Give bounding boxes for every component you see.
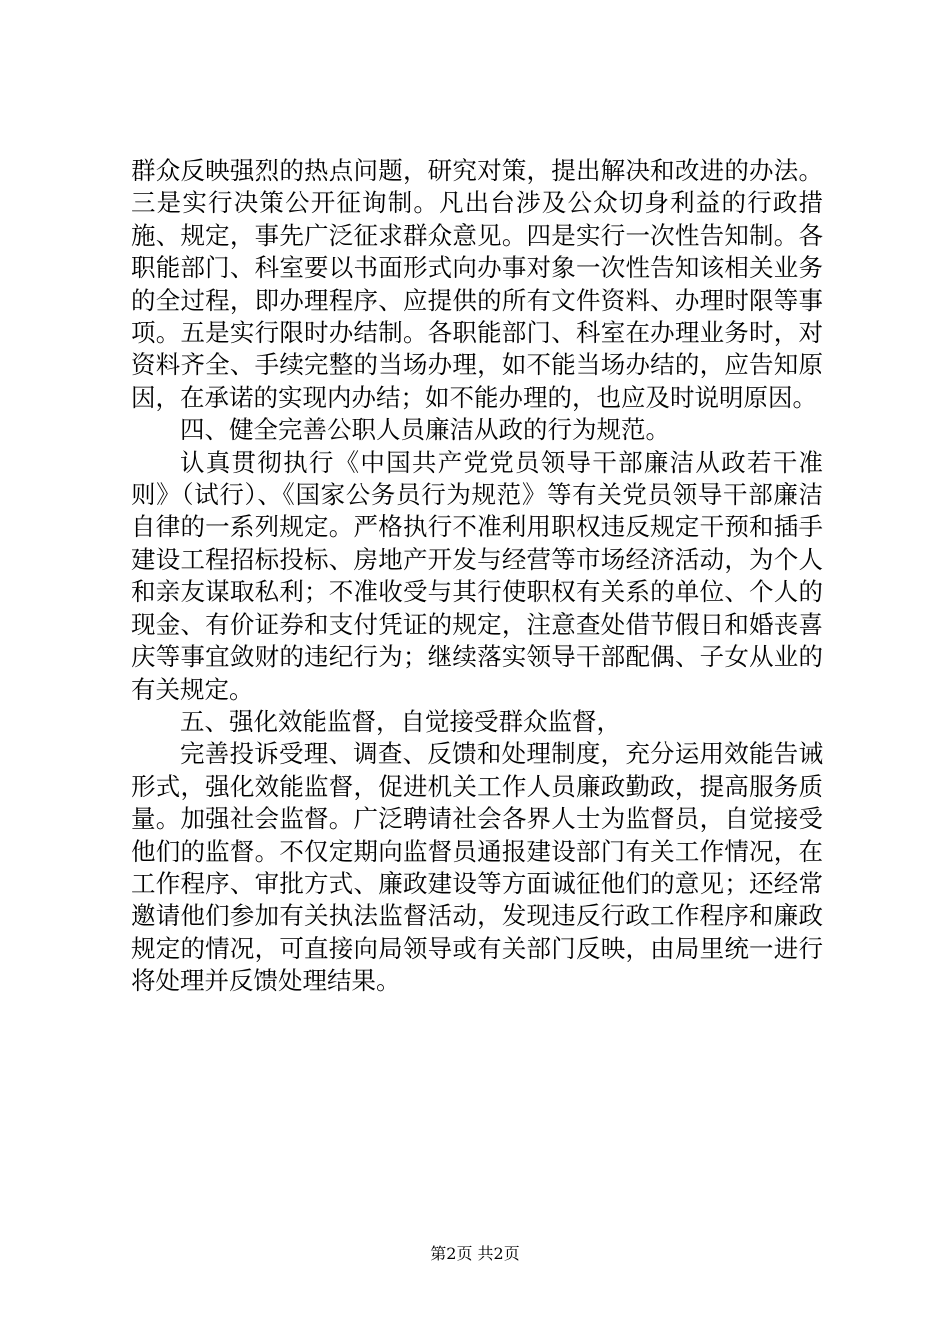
page-number-footer: 第2页 共2页 bbox=[430, 1244, 520, 1263]
section-heading-four: 四、健全完善公职人员廉洁从政的行为规范。 bbox=[180, 415, 670, 445]
section-heading-five: 五、强化效能监督，自觉接受群众监督， bbox=[180, 706, 621, 736]
paragraph-clean-governance-rules: 认真贯彻执行《中国共产党党员领导干部廉洁从政若干准则》（试行）、《国家公务员行为规范》等有关党员领导干部廉洁自律的一系列规定。严格执行不准利用职权违反规定干预和插手建设工程招标投标、房地产开发与经营等市场经济活动，为个人和亲友谋取私利；不准收受与其行使职权有关系的单位、个人的现金、有价证券和支付凭证的规定，注意查处借节假日和婚丧喜庆等事宜敛财的违纪行为；继续落实领导干部配偶、子女从业的有关规定。 bbox=[131, 447, 823, 704]
paragraph-efficiency-supervision: 完善投诉受理、调查、反馈和处理制度，充分运用效能告诫形式，强化效能监督，促进机关工作人员廉政勤政，提高服务质量。加强社会监督。广泛聘请社会各界人士为监督员，自觉接受他们的监督。不仅定期向监督员通报建设部门有关工作情况，在工作程序、审批方式、廉政建设等方面诚征他们的意见；还经常邀请他们参加有关执法监督活动，发现违反行政工作程序和廉政规定的情况，可直接向局领导或有关部门反映，由局里统一进行将处理并反馈处理结果。 bbox=[131, 739, 823, 996]
paragraph-decision-system-continuation: 群众反映强烈的热点问题，研究对策，提出解决和改进的办法。三是实行决策公开征询制。凡出台涉及公众切身利益的行政措施、规定，事先广泛征求群众意见。四是实行一次性告知制。各职能部门、科室要以书面形式向办事对象一次性告知该相关业务的全过程，即办理程序、应提供的所有文件资料、办理时限等事项。五是实行限时办结制。各职能部门、科室在办理业务时，对资料齐全、手续完整的当场办理，如不能当场办结的，应告知原因，在承诺的实现内办结；如不能办理的，也应及时说明原因。 bbox=[131, 156, 823, 412]
document-body bbox=[131, 155, 823, 998]
